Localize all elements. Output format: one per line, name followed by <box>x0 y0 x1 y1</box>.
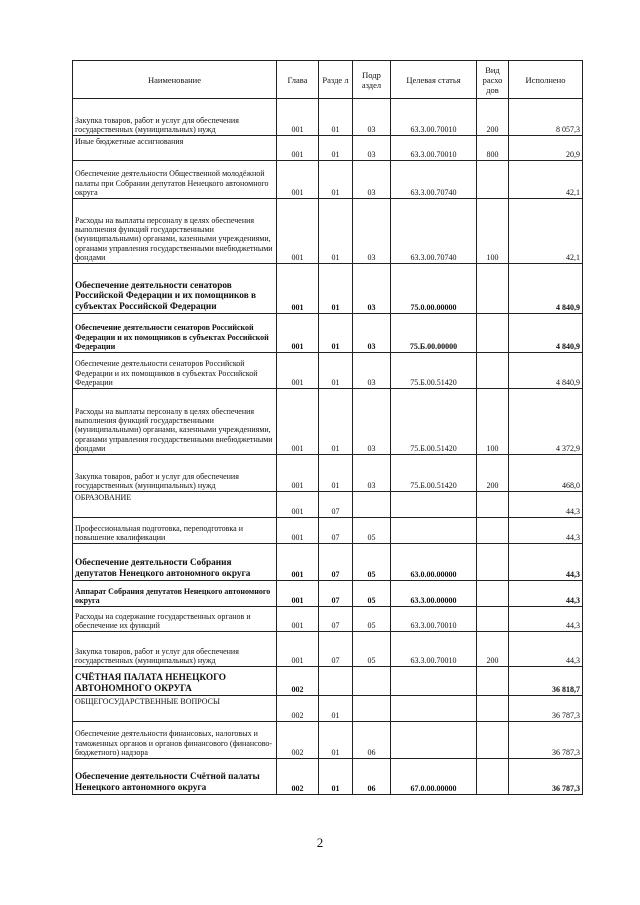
cell-glava: 002 <box>277 722 319 759</box>
table-row <box>73 199 583 264</box>
cell-name: Расходы на выплаты персоналу в целях обеспечения выполнения функций государственными (муниципальными) органами, казенными учреждениями, органами управления государственными внебюджетными фондами <box>73 389 277 455</box>
cell-vid <box>477 353 509 389</box>
cell-vid <box>477 667 509 696</box>
cell-razdel: 01 <box>319 759 353 795</box>
cell-ispolneno: 44,3 <box>509 632 583 667</box>
table-row <box>73 607 583 632</box>
cell-ispolneno: 36 787,3 <box>509 722 583 759</box>
cell-podrazdel: 05 <box>353 544 391 581</box>
table-row <box>73 696 583 722</box>
cell-ispolneno: 44,3 <box>509 518 583 544</box>
header-ispolneno: Исполнено <box>509 61 583 99</box>
cell-glava: 001 <box>277 632 319 667</box>
cell-razdel: 07 <box>319 632 353 667</box>
cell-name: Обеспечение деятельности сенаторов Российской Федерации и их помощников в субъектах Российской Федерации <box>73 353 277 389</box>
cell-glava: 001 <box>277 389 319 455</box>
cell-razdel: 07 <box>319 518 353 544</box>
table-row <box>73 492 583 518</box>
cell-tselevaya: 75.Б.00.51420 <box>391 353 477 389</box>
cell-vid: 200 <box>477 455 509 492</box>
cell-vid <box>477 314 509 353</box>
table-row <box>73 314 583 353</box>
cell-glava: 001 <box>277 581 319 607</box>
table-row <box>73 455 583 492</box>
cell-name: Обеспечение деятельности Собрания депутатов Ненецкого автономного округа <box>73 544 277 581</box>
cell-vid <box>477 759 509 795</box>
cell-razdel: 01 <box>319 314 353 353</box>
cell-glava: 001 <box>277 99 319 136</box>
table-row <box>73 544 583 581</box>
cell-podrazdel: 06 <box>353 722 391 759</box>
cell-glava: 001 <box>277 353 319 389</box>
cell-razdel: 01 <box>319 99 353 136</box>
cell-name: СЧЁТНАЯ ПАЛАТА НЕНЕЦКОГО АВТОНОМНОГО ОКРУГА <box>73 667 277 696</box>
cell-glava: 001 <box>277 518 319 544</box>
cell-name: Обеспечение деятельности финансовых, налоговых и таможенных органов и органов финансового (финансово-бюджетного) надзора <box>73 722 277 759</box>
cell-glava: 001 <box>277 314 319 353</box>
cell-vid <box>477 581 509 607</box>
cell-podrazdel: 05 <box>353 518 391 544</box>
cell-vid: 200 <box>477 632 509 667</box>
cell-name: Закупка товаров, работ и услуг для обеспечения государственных (муниципальных) нужд <box>73 455 277 492</box>
cell-podrazdel: 06 <box>353 759 391 795</box>
table-row <box>73 632 583 667</box>
cell-podrazdel: 03 <box>353 264 391 314</box>
cell-razdel: 01 <box>319 722 353 759</box>
table-row <box>73 136 583 161</box>
cell-tselevaya <box>391 518 477 544</box>
cell-ispolneno: 4 840,9 <box>509 353 583 389</box>
cell-ispolneno: 36 787,3 <box>509 759 583 795</box>
cell-podrazdel: 03 <box>353 199 391 264</box>
budget-table <box>72 60 583 795</box>
cell-podrazdel: 03 <box>353 161 391 199</box>
cell-vid <box>477 544 509 581</box>
cell-name: Закупка товаров, работ и услуг для обеспечения государственных (муниципальных) нужд <box>73 632 277 667</box>
cell-razdel: 01 <box>319 696 353 722</box>
cell-podrazdel <box>353 696 391 722</box>
cell-vid <box>477 161 509 199</box>
cell-vid: 100 <box>477 199 509 264</box>
table-row <box>73 759 583 795</box>
table-row <box>73 667 583 696</box>
cell-name: Расходы на выплаты персоналу в целях обеспечения выполнения функций государственными (муниципальными) органами, казенными учреждениями, органами управления государственными внебюджетными фондами <box>73 199 277 264</box>
cell-name: Обеспечение деятельности Общественной молодёжной палаты при Собрании депутатов Ненецкого автономного округа <box>73 161 277 199</box>
cell-tselevaya: 63.3.00.70740 <box>391 199 477 264</box>
cell-tselevaya: 75.Б.00.00000 <box>391 314 477 353</box>
header-vid: Вид расхо дов <box>477 61 509 99</box>
cell-ispolneno: 36 818,7 <box>509 667 583 696</box>
cell-name: Иные бюджетные ассигнования <box>73 136 277 161</box>
header-name: Наименование <box>73 61 277 99</box>
cell-name: Профессиональная подготовка, переподготовка и повышение квалификации <box>73 518 277 544</box>
cell-name: Аппарат Собрания депутатов Ненецкого автономного округа <box>73 581 277 607</box>
cell-ispolneno: 44,3 <box>509 544 583 581</box>
cell-razdel: 07 <box>319 607 353 632</box>
cell-tselevaya: 63.3.00.70010 <box>391 607 477 632</box>
cell-vid <box>477 722 509 759</box>
cell-name: Обеспечение деятельности сенаторов Российской Федерации и их помощников в субъектах Российской Федерации <box>73 264 277 314</box>
cell-razdel: 01 <box>319 389 353 455</box>
cell-glava: 001 <box>277 199 319 264</box>
cell-ispolneno: 42,1 <box>509 161 583 199</box>
cell-razdel: 07 <box>319 581 353 607</box>
cell-name: ОБЩЕГОСУДАРСТВЕННЫЕ ВОПРОСЫ <box>73 696 277 722</box>
header-glava: Глава <box>277 61 319 99</box>
cell-vid: 100 <box>477 389 509 455</box>
table-row <box>73 581 583 607</box>
cell-ispolneno: 20,9 <box>509 136 583 161</box>
cell-glava: 002 <box>277 667 319 696</box>
cell-tselevaya: 75.Б.00.51420 <box>391 455 477 492</box>
cell-vid <box>477 492 509 518</box>
cell-razdel: 07 <box>319 544 353 581</box>
cell-podrazdel: 05 <box>353 632 391 667</box>
cell-ispolneno: 4 840,9 <box>509 264 583 314</box>
cell-name: Обеспечение деятельности Счётной палаты Ненецкого автономного округа <box>73 759 277 795</box>
cell-podrazdel: 03 <box>353 99 391 136</box>
cell-vid <box>477 607 509 632</box>
cell-ispolneno: 468,0 <box>509 455 583 492</box>
table-row <box>73 722 583 759</box>
cell-ispolneno: 4 840,9 <box>509 314 583 353</box>
header-podrazdel: Подр аздел <box>353 61 391 99</box>
cell-ispolneno: 8 057,3 <box>509 99 583 136</box>
table-row <box>73 353 583 389</box>
cell-razdel: 01 <box>319 199 353 264</box>
cell-razdel: 01 <box>319 161 353 199</box>
cell-tselevaya: 63.3.00.00000 <box>391 581 477 607</box>
cell-tselevaya: 63.0.00.00000 <box>391 544 477 581</box>
cell-razdel: 01 <box>319 136 353 161</box>
cell-name: Закупка товаров, работ и услуг для обеспечения государственных (муниципальных) нужд <box>73 99 277 136</box>
cell-tselevaya: 63.3.00.70010 <box>391 99 477 136</box>
cell-vid <box>477 264 509 314</box>
cell-glava: 001 <box>277 161 319 199</box>
cell-tselevaya <box>391 722 477 759</box>
cell-podrazdel: 03 <box>353 389 391 455</box>
cell-tselevaya <box>391 667 477 696</box>
cell-glava: 001 <box>277 607 319 632</box>
cell-tselevaya: 63.3.00.70010 <box>391 136 477 161</box>
cell-glava: 002 <box>277 696 319 722</box>
cell-vid <box>477 518 509 544</box>
cell-podrazdel <box>353 667 391 696</box>
cell-razdel: 01 <box>319 353 353 389</box>
cell-podrazdel: 05 <box>353 581 391 607</box>
table-row <box>73 518 583 544</box>
cell-tselevaya: 63.3.00.70010 <box>391 632 477 667</box>
cell-name: Обеспечение деятельности сенаторов Российской Федерации и их помощников в субъектах Российской Федерации <box>73 314 277 353</box>
cell-razdel: 01 <box>319 264 353 314</box>
table-row <box>73 264 583 314</box>
cell-glava: 001 <box>277 264 319 314</box>
cell-tselevaya: 75.0.00.00000 <box>391 264 477 314</box>
cell-ispolneno: 42,1 <box>509 199 583 264</box>
table-row <box>73 99 583 136</box>
cell-vid: 200 <box>477 99 509 136</box>
cell-glava: 001 <box>277 136 319 161</box>
table-header-row <box>73 61 583 99</box>
header-tselevaya: Целевая статья <box>391 61 477 99</box>
header-razdel: Разде л <box>319 61 353 99</box>
table-row <box>73 389 583 455</box>
cell-vid <box>477 696 509 722</box>
cell-razdel: 01 <box>319 455 353 492</box>
cell-ispolneno: 44,3 <box>509 492 583 518</box>
cell-tselevaya <box>391 492 477 518</box>
cell-ispolneno: 4 372,9 <box>509 389 583 455</box>
cell-tselevaya: 67.0.00.00000 <box>391 759 477 795</box>
cell-razdel <box>319 667 353 696</box>
cell-podrazdel <box>353 492 391 518</box>
cell-name: Расходы на содержание государственных органов и обеспечение их функций <box>73 607 277 632</box>
cell-tselevaya: 75.Б.00.51420 <box>391 389 477 455</box>
cell-podrazdel: 03 <box>353 455 391 492</box>
cell-podrazdel: 05 <box>353 607 391 632</box>
cell-name: ОБРАЗОВАНИЕ <box>73 492 277 518</box>
table-row <box>73 161 583 199</box>
cell-glava: 001 <box>277 492 319 518</box>
cell-vid: 800 <box>477 136 509 161</box>
cell-ispolneno: 36 787,3 <box>509 696 583 722</box>
cell-ispolneno: 44,3 <box>509 607 583 632</box>
page-number: 2 <box>316 835 324 850</box>
cell-ispolneno: 44,3 <box>509 581 583 607</box>
cell-podrazdel: 03 <box>353 136 391 161</box>
cell-glava: 002 <box>277 759 319 795</box>
cell-tselevaya: 63.3.00.70740 <box>391 161 477 199</box>
cell-glava: 001 <box>277 455 319 492</box>
cell-podrazdel: 03 <box>353 314 391 353</box>
cell-glava: 001 <box>277 544 319 581</box>
cell-razdel: 07 <box>319 492 353 518</box>
cell-podrazdel: 03 <box>353 353 391 389</box>
cell-tselevaya <box>391 696 477 722</box>
